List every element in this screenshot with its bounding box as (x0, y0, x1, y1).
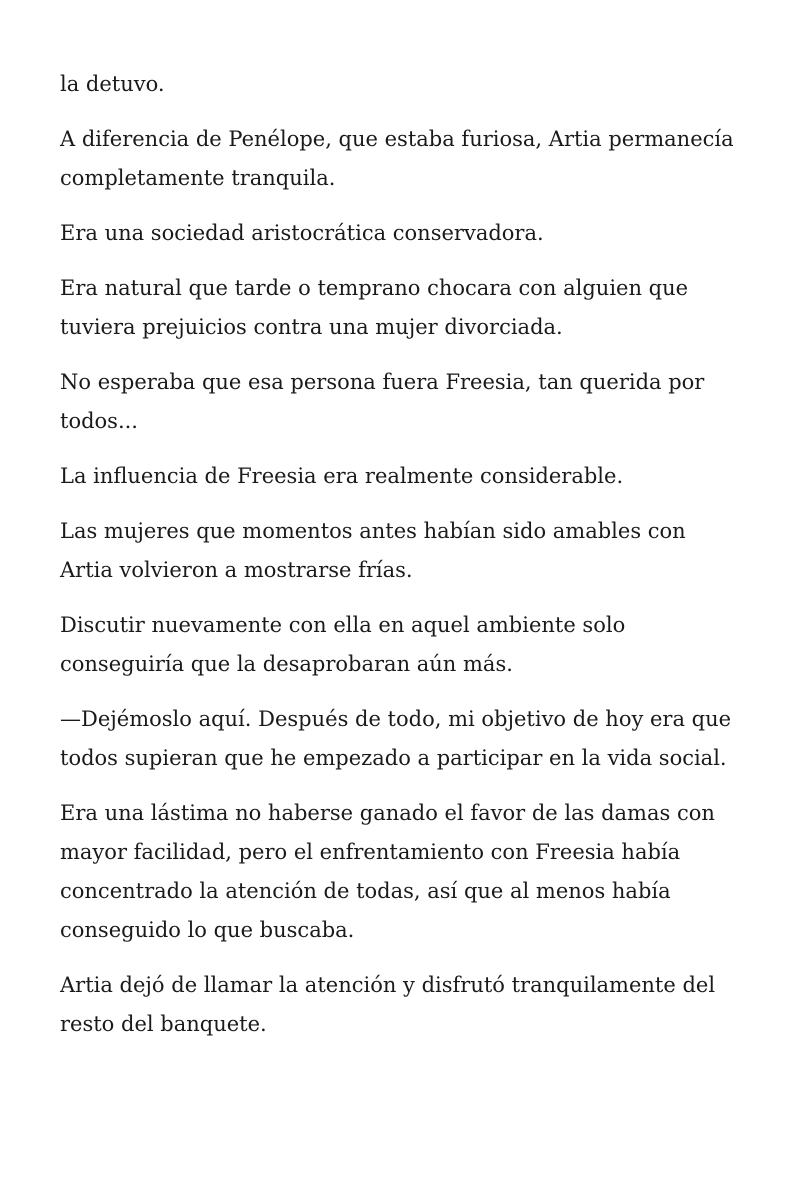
paragraph: Artia dejó de llamar la atención y disfrutó tranquilamente del resto del banquete. (60, 973, 716, 1036)
paragraph: Era natural que tarde o temprano chocara con alguien que tuviera prejuicios contra una mujer divorciada. (60, 276, 689, 339)
paragraph: La influencia de Freesia era realmente considerable. (60, 464, 624, 488)
paragraph: A diferencia de Penélope, que estaba furiosa, Artia permanecía completamente tranquila. (60, 127, 734, 190)
paragraph: Era una lástima no haberse ganado el favor de las damas con mayor facilidad, pero el enfrentamiento con Freesia había concentrado la atención de todas, así que al menos había conseguido lo que buscaba. (60, 801, 715, 942)
paragraph: Era una sociedad aristocrática conservadora. (60, 221, 544, 245)
paragraph: No esperaba que esa persona fuera Freesia, tan querida por todos... (60, 370, 705, 433)
paragraph: Discutir nuevamente con ella en aquel ambiente solo conseguiría que la desaprobaran aún más. (60, 613, 626, 676)
dialogue-paragraph: —Dejémoslo aquí. Después de todo, mi objetivo de hoy era que todos supieran que he empezado a participar en la vida social. (60, 707, 732, 770)
paragraph: la detuvo. (60, 72, 165, 96)
paragraph: Las mujeres que momentos antes habían sido amables con Artia volvieron a mostrarse frías. (60, 519, 686, 582)
